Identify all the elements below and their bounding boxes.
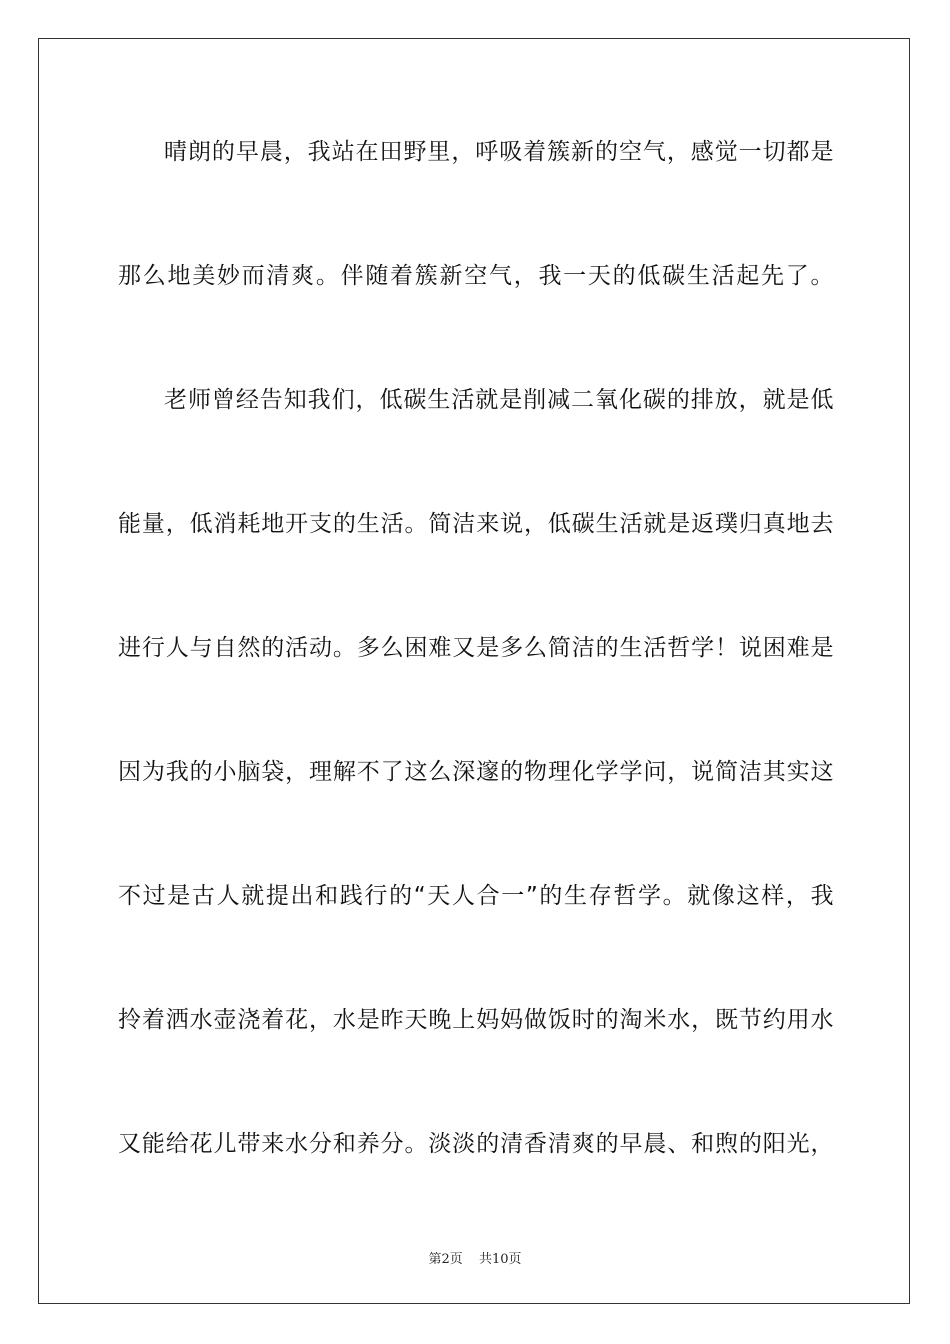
paragraph-line: 那么地美妙而清爽。伴随着簇新空气，我一天的低碳生活起先了。 bbox=[118, 263, 834, 289]
paragraph-line: 能量，低消耗地开支的生活。简洁来说，低碳生活就是返璞归真地去 bbox=[118, 511, 834, 537]
paragraph-line: 不过是古人就提出和践行的“天人合一”的生存哲学。就像这样，我 bbox=[118, 883, 834, 909]
total-pages: 共10页 bbox=[478, 1252, 522, 1267]
paragraph-line: 进行人与自然的活动。多么困难又是多么简洁的生活哲学！说困难是 bbox=[118, 635, 834, 661]
paragraph-line: 晴朗的早晨，我站在田野里，呼吸着簇新的空气，感觉一切都是 bbox=[164, 139, 834, 165]
paragraph-line: 拎着洒水壶浇着花，水是昨天晚上妈妈做饭时的淘米水，既节约用水 bbox=[118, 1007, 834, 1033]
page-number: 第2页 bbox=[428, 1252, 463, 1267]
paragraph-line: 因为我的小脑袋，理解不了这么深邃的物理化学学问，说简洁其实这 bbox=[118, 759, 834, 785]
page-footer bbox=[0, 1248, 950, 1267]
page-border bbox=[38, 38, 910, 1304]
paragraph-line: 又能给花儿带来水分和养分。淡淡的清香清爽的早晨、和煦的阳光， bbox=[118, 1131, 834, 1157]
paragraph-line: 老师曾经告知我们，低碳生活就是削减二氧化碳的排放，就是低 bbox=[164, 387, 834, 413]
